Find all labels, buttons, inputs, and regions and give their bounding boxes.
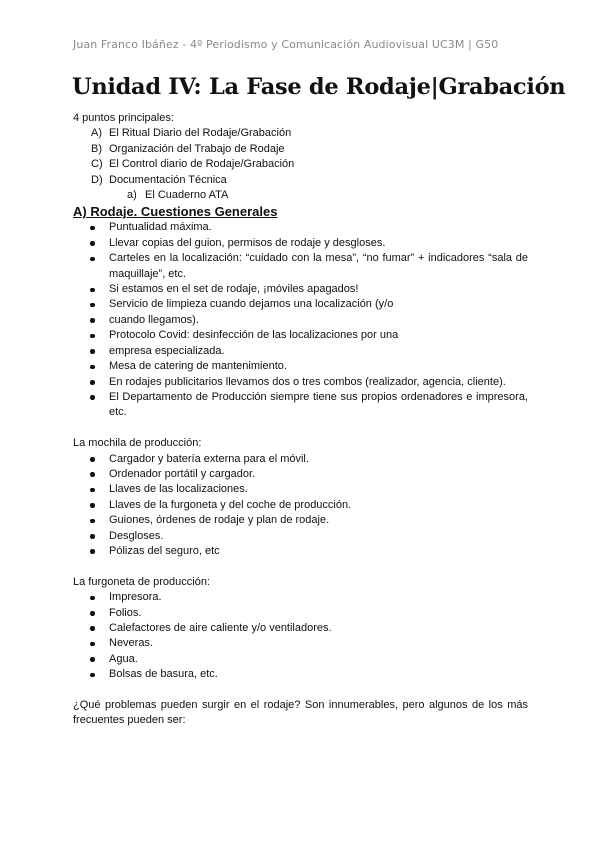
list-item-text: Servicio de limpieza cuando dejamos una localización (y/o <box>109 298 394 311</box>
list-item-text: Agua. <box>109 652 138 665</box>
list-item <box>73 636 528 651</box>
list-item <box>73 313 528 328</box>
bullet-icon <box>90 380 95 385</box>
bullet-icon <box>90 365 95 370</box>
bullet-icon <box>90 395 95 400</box>
list-item <box>73 467 528 482</box>
bullet-icon <box>90 657 95 662</box>
list-item-text: Mesa de catering de mantenimiento. <box>109 360 287 373</box>
bullet-icon <box>90 503 95 508</box>
bullet-icon <box>90 488 95 493</box>
bullet-icon <box>90 642 95 647</box>
list-item <box>73 126 528 141</box>
list-item <box>73 142 528 157</box>
list-item-text: El Ritual Diario del Rodaje/Grabación <box>109 127 292 140</box>
list-marker: C) <box>91 158 103 171</box>
bullet-icon <box>90 318 95 323</box>
list-marker: D) <box>91 173 103 186</box>
list-item <box>73 251 528 282</box>
list-item-text: Organización del Trabajo de Rodaje <box>109 142 285 155</box>
list-item-text: Cargador y batería externa para el móvil. <box>109 452 309 465</box>
list-item <box>73 220 528 235</box>
list-item <box>73 375 528 390</box>
list-item <box>73 513 528 528</box>
list-item <box>73 606 528 621</box>
main-points-list <box>73 126 528 203</box>
list-item-text: Neveras. <box>109 637 154 650</box>
list-item-text: Impresora. <box>109 591 162 604</box>
list-item-text: empresa especializada. <box>109 344 225 357</box>
list-item <box>73 236 528 251</box>
intro-text: 4 puntos principales: <box>73 112 174 124</box>
bullet-icon <box>90 611 95 616</box>
list-item <box>73 652 528 667</box>
spacer <box>73 683 528 698</box>
bullet-icon <box>90 596 95 601</box>
list-item-text: El Cuaderno ATA <box>145 189 229 202</box>
list-item <box>73 359 528 374</box>
bullet-icon <box>90 349 95 354</box>
mochila-list <box>73 452 528 560</box>
bullet-icon <box>90 457 95 462</box>
list-item <box>73 390 528 421</box>
sub-list-item <box>73 188 528 203</box>
list-item-text: Llaves de la furgoneta y del coche de producción. <box>109 498 352 511</box>
list-item <box>73 498 528 513</box>
list-item-text: Bolsas de basura, etc. <box>109 668 218 681</box>
bullet-icon <box>90 303 95 308</box>
list-item-text: Documentación Técnica <box>109 173 227 186</box>
list-item-text: Desgloses. <box>109 529 164 542</box>
list-item-text: Protocolo Covid: desinfección de las localizaciones por una <box>109 329 399 342</box>
list-item-text: cuando llegamos). <box>109 313 199 326</box>
list-item <box>73 621 528 636</box>
bullet-icon <box>90 519 95 524</box>
list-item-text: Pólizas del seguro, etc <box>109 544 220 557</box>
list-item-text: Si estamos en el set de rodaje, ¡móviles apagados! <box>109 283 359 296</box>
section-heading: A) Rodaje. Cuestiones Generales <box>73 204 278 220</box>
mochila-label: La mochila de producción: <box>73 437 202 450</box>
list-item <box>73 157 528 172</box>
furgoneta-list <box>73 590 528 682</box>
list-item <box>73 529 528 544</box>
list-item-text: Llaves de las localizaciones. <box>109 483 248 496</box>
list-item <box>73 297 528 312</box>
document-body <box>73 111 528 729</box>
bullet-icon <box>90 534 95 539</box>
bullet-icon <box>90 549 95 554</box>
list-marker: A) <box>91 127 102 140</box>
list-item <box>73 590 528 605</box>
list-item-text: Ordenador portátil y cargador. <box>109 467 256 480</box>
closing-paragraph: ¿Qué problemas pueden surgir en el rodaje? Son innumerables, pero algunos de los más frecuentes pueden ser: <box>73 698 528 727</box>
list-item <box>73 482 528 497</box>
list-item <box>73 544 528 559</box>
general-issues-list <box>73 220 528 420</box>
bullet-icon <box>90 226 95 231</box>
furgoneta-label: La furgoneta de producción: <box>73 575 210 588</box>
list-marker: a) <box>127 189 137 202</box>
list-item <box>73 452 528 467</box>
list-item-text: Carteles en la localización: “cuidado con la mesa”, “no fumar” + indicadores “sala de maquillaje”, etc. <box>109 252 528 280</box>
list-item <box>73 328 528 343</box>
bullet-icon <box>90 257 95 262</box>
list-item <box>73 173 528 188</box>
list-item <box>73 344 528 359</box>
bullet-icon <box>90 288 95 293</box>
list-item-text: Puntualidad máxima. <box>109 221 212 234</box>
list-item-text: Guiones, órdenes de rodaje y plan de rodaje. <box>109 514 330 527</box>
list-item <box>73 282 528 297</box>
bullet-icon <box>90 334 95 339</box>
list-item-text: Calefactores de aire caliente y/o ventiladores. <box>109 621 332 634</box>
list-marker: B) <box>91 142 102 155</box>
bullet-icon <box>90 626 95 631</box>
bullet-icon <box>90 472 95 477</box>
bullet-icon <box>90 673 95 678</box>
list-item-text: El Departamento de Producción siempre tiene sus propios ordenadores e impresora, etc. <box>109 390 528 419</box>
spacer <box>73 559 528 574</box>
list-item-text: Folios. <box>109 606 142 619</box>
list-item <box>73 667 528 682</box>
list-item-text: El Control diario de Rodaje/Grabación <box>109 158 295 171</box>
list-item-text: Llevar copias del guion, permisos de rodaje y desgloses. <box>109 236 386 249</box>
bullet-icon <box>90 241 95 246</box>
page-header: Juan Franco Ibáñez - 4º Periodismo y Comunicación Audiovisual UC3M | G50 <box>73 38 499 51</box>
list-item-text: En rodajes publicitarios llevamos dos o tres combos (realizador, agencia, cliente). <box>109 375 506 388</box>
page-title: Unidad IV: La Fase de Rodaje|Grabación <box>72 74 566 100</box>
spacer <box>73 421 528 436</box>
